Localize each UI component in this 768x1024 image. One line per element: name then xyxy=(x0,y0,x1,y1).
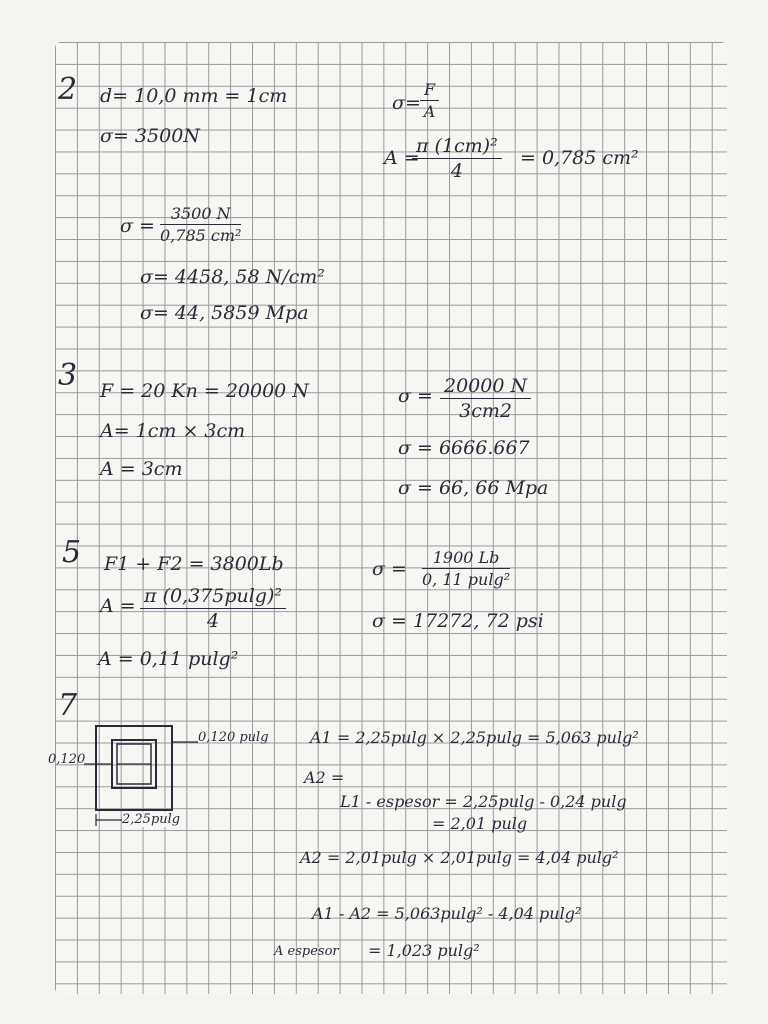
p7-result-value: = 1,023 pulg² xyxy=(368,941,480,960)
p5-sigma-lhs: σ = xyxy=(372,558,407,580)
p7-a2-label: A2 = xyxy=(304,768,345,787)
problem-number-7: 7 xyxy=(58,688,78,723)
p3-area-1: A= 1cm × 3cm xyxy=(100,420,246,442)
p3-sigma-num: 20000 N xyxy=(440,375,531,399)
p5-area-lhs: A = xyxy=(100,595,136,617)
p2-force: σ= 3500N xyxy=(100,125,200,147)
p3-area-2: A = 3cm xyxy=(100,458,183,480)
p7-a1: A1 = 2,25pulg × 2,25pulg = 5,063 pulg² xyxy=(310,728,639,747)
p3-sigma-den: 3cm2 xyxy=(459,400,512,422)
p7-diff: A1 - A2 = 5,063pulg² - 4,04 pulg² xyxy=(312,904,582,923)
p3-sigma-result-2: σ = 66, 66 Mpa xyxy=(398,477,549,499)
p2-sigma-result-2: σ= 44, 5859 Mpa xyxy=(140,302,309,324)
p7-a2-full: A2 = 2,01pulg × 2,01pulg = 4,04 pulg² xyxy=(300,848,619,867)
p7-l-minus: L1 - espesor = 2,25pulg - 0,24 pulg xyxy=(340,792,627,811)
p7-result-label: A espesor xyxy=(274,944,339,959)
p2-area-result: = 0,785 cm² xyxy=(520,147,639,169)
p5-sigma-den: 0, 11 pulg² xyxy=(422,570,511,589)
p3-force: F = 20 Kn = 20000 N xyxy=(100,380,309,402)
p2-diameter: d= 10,0 mm = 1cm xyxy=(100,85,288,107)
p7-label-bottom: 2,25pulg xyxy=(122,812,181,827)
p7-outer-square xyxy=(96,726,172,810)
problem-number-3: 3 xyxy=(58,358,78,393)
p7-label-left: 0,120 xyxy=(48,752,86,767)
p2-area-den: 4 xyxy=(450,160,463,182)
problem-number-5: 5 xyxy=(62,535,82,570)
p5-forces: F1 + F2 = 3800Lb xyxy=(104,553,284,575)
p3-sigma-lhs: σ = xyxy=(398,385,433,407)
p2-sigma-formula-num: F xyxy=(420,80,439,101)
p2-sigma-formula-lhs: σ= xyxy=(392,92,421,114)
p5-sigma-result: σ = 17272, 72 psi xyxy=(372,610,544,632)
p2-sigma-den: 0,785 cm² xyxy=(160,226,242,245)
p5-area-result: A = 0,11 pulg² xyxy=(98,648,239,670)
p7-l-result: = 2,01 pulg xyxy=(432,814,528,833)
p5-sigma-num: 1900 Lb xyxy=(422,548,510,569)
p5-area-den: 4 xyxy=(206,610,220,632)
p2-sigma-num: 3500 N xyxy=(160,204,241,225)
p2-sigma-lhs: σ = xyxy=(120,215,155,237)
p3-sigma-result-1: σ = 6666.667 xyxy=(398,437,530,459)
problem-number-2: 2 xyxy=(58,72,78,107)
p2-sigma-formula-den: A xyxy=(423,102,436,121)
p2-sigma-result-1: σ= 4458, 58 N/cm² xyxy=(140,266,325,288)
p7-label-top: 0,120 pulg xyxy=(198,730,269,745)
p5-area-num: π (0,375pulg)² xyxy=(140,585,286,609)
p2-area-lhs: A = xyxy=(384,147,420,169)
p2-area-num: π (1cm)² xyxy=(412,135,502,159)
